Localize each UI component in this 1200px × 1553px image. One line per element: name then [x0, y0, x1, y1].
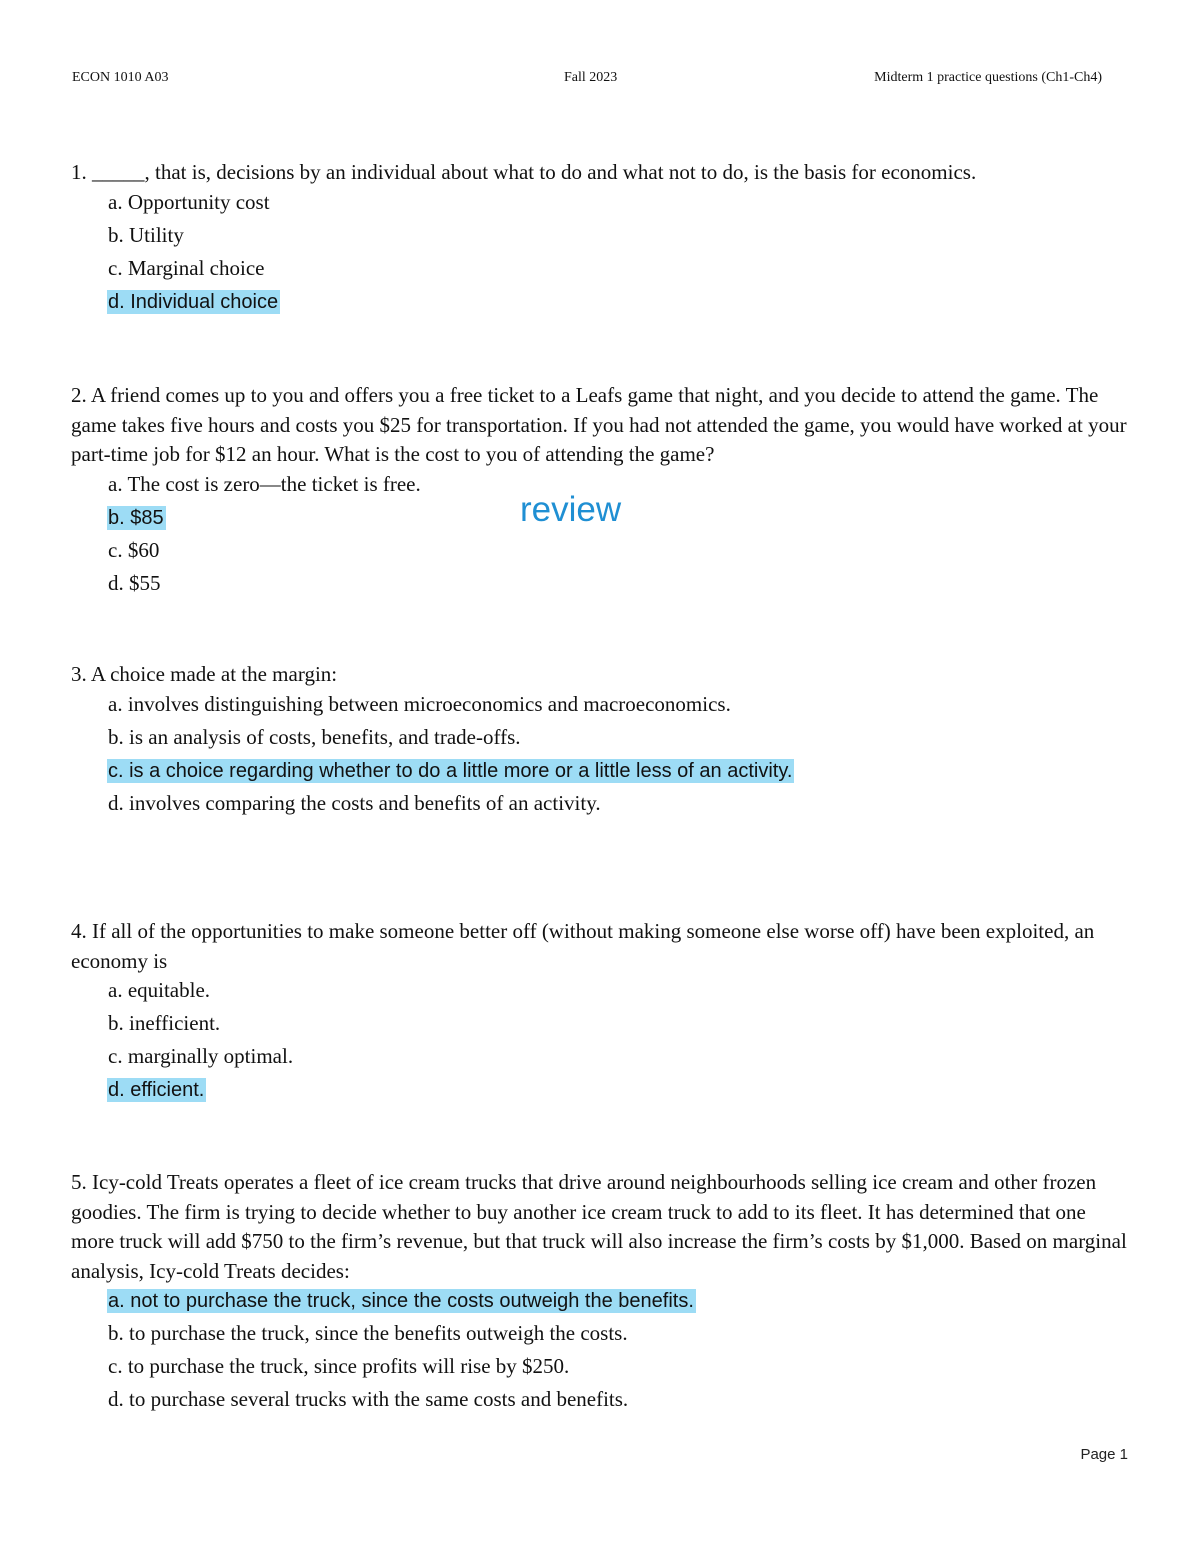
option-list: [71, 690, 1131, 822]
option-a-highlighted-answer: a. not to purchase the truck, since the costs outweigh the benefits.: [108, 1290, 694, 1312]
question-text: 3. A choice made at the margin:: [71, 662, 338, 686]
question-5: [71, 1168, 1131, 1418]
option-list: [71, 188, 1131, 320]
option-d: d. involves comparing the costs and benefits of an activity.: [108, 790, 601, 815]
option-b: b. inefficient.: [108, 1011, 221, 1035]
option-a: a. Opportunity cost: [108, 189, 270, 214]
option-c-highlighted-answer: c. is a choice regarding whether to do a little more or a little less of an activity.: [108, 759, 793, 782]
option-c: c. to purchase the truck, since profits will rise by $250.: [108, 1354, 570, 1378]
option-c: c. $60: [108, 537, 160, 562]
course-code: ECON 1010 A03: [72, 70, 169, 85]
option-d: d. $55: [108, 570, 161, 595]
question-4: [71, 917, 1131, 1108]
term-label: Fall 2023: [564, 70, 618, 85]
question-text: 1. _____, that is, decisions by an individual about what to do and what not to do, is the basis for economics.: [71, 160, 977, 184]
page-number: Page 1: [1080, 1446, 1128, 1463]
page-header: [72, 70, 1102, 94]
option-c: c. Marginal choice: [108, 255, 265, 280]
question-text: 5. Icy-cold Treats operates a fleet of ice cream trucks that drive around neighbourhoods selling ice cream and other frozen goodies. The firm is trying to decide whether to buy another ice cream truck to add to its fleet. It has determined that one more truck will add $750 to the firm’s revenue, but that truck will also increase the firm’s costs by $1,000. Based on marginal analysis, Icy-cold Treats decides:: [71, 1170, 1133, 1283]
question-1: [71, 158, 1131, 320]
option-a: a. equitable.: [108, 978, 211, 1002]
option-d-highlighted-answer: d. efficient.: [108, 1079, 205, 1101]
option-a: a. The cost is zero—the ticket is free.: [108, 471, 421, 496]
option-list: [71, 976, 1131, 1108]
question-text: 2. A friend comes up to you and offers you a free ticket to a Leafs game that night, and you decide to attend the game. The game takes five hours and costs you $25 for transportation. If you had not attended the game, you would have worked at your part-time job for $12 an hour. What is the cost to you of attending the game?: [71, 383, 1132, 466]
option-c: c. marginally optimal.: [108, 1044, 294, 1068]
question-3: [71, 660, 1131, 822]
question-text: 4. If all of the opportunities to make someone better off (without making someone else worse off) have been exploited, an economy is: [71, 919, 1100, 973]
option-b: b. Utility: [108, 222, 184, 247]
option-b: b. to purchase the truck, since the benefits outweigh the costs.: [108, 1321, 628, 1345]
option-d: d. to purchase several trucks with the same costs and benefits.: [108, 1387, 629, 1411]
option-a: a. involves distinguishing between microeconomics and macroeconomics.: [108, 691, 731, 716]
document-title: Midterm 1 practice questions (Ch1-Ch4): [874, 70, 1102, 85]
review-annotation: review: [520, 490, 622, 529]
option-list: [71, 1286, 1131, 1418]
option-b: b. is an analysis of costs, benefits, and trade-offs.: [108, 724, 521, 749]
option-b-highlighted-answer: b. $85: [108, 506, 164, 529]
option-d-highlighted-answer: d. Individual choice: [108, 290, 279, 313]
